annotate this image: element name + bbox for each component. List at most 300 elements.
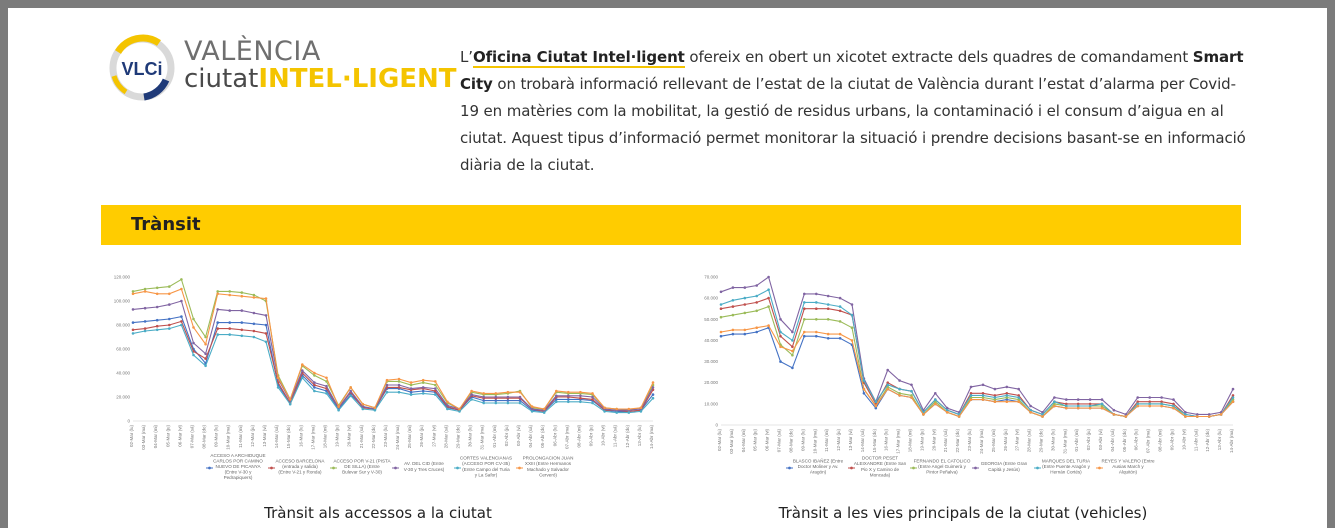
x-tick-label: 04-Mar (mi): [740, 429, 746, 453]
data-point: [1136, 405, 1139, 408]
data-point: [779, 331, 782, 334]
data-point: [1125, 415, 1128, 418]
legend-marker: [394, 467, 397, 470]
x-tick-label: 12-Abr (do): [624, 425, 630, 448]
data-point: [192, 318, 195, 321]
x-tick-label: 25-Mar (mi): [407, 425, 413, 449]
data-point: [277, 386, 280, 389]
data-point: [253, 294, 256, 297]
data-point: [228, 290, 231, 293]
data-point: [910, 384, 913, 387]
x-tick-label: 05-Abr (do): [540, 425, 546, 448]
data-point: [362, 403, 365, 406]
data-point: [863, 379, 866, 382]
data-point: [277, 377, 280, 380]
data-point: [958, 415, 961, 418]
x-tick-label: 13-Abr (lu): [636, 425, 642, 447]
data-point: [265, 314, 268, 317]
data-point: [591, 402, 594, 405]
data-point: [791, 331, 794, 334]
data-point: [241, 329, 244, 332]
data-point: [803, 318, 806, 321]
data-point: [839, 333, 842, 336]
data-point: [216, 321, 219, 324]
legend-marker: [912, 467, 915, 470]
x-tick-label: 10-Abr (vi): [600, 425, 606, 447]
data-point: [755, 295, 758, 298]
data-point: [495, 399, 498, 402]
data-point: [603, 407, 606, 410]
data-point: [446, 408, 449, 411]
data-point: [720, 307, 723, 310]
x-tick-label: 13-Mar (vi): [262, 425, 268, 447]
x-tick-label: 05-Abr (do): [1121, 429, 1127, 452]
data-point: [767, 288, 770, 291]
data-point: [1113, 413, 1116, 416]
data-point: [779, 360, 782, 363]
data-point: [827, 295, 830, 298]
data-point: [982, 384, 985, 387]
data-point: [241, 291, 244, 294]
x-tick-label: 13-Abr (lu): [1217, 429, 1223, 451]
data-point: [132, 290, 135, 293]
x-tick-label: 06-Abr (lu): [1133, 429, 1139, 451]
data-point: [652, 381, 655, 384]
x-tick-label: 24-Mar (ma): [978, 429, 984, 454]
data-point: [374, 409, 377, 412]
data-point: [228, 309, 231, 312]
data-point: [1101, 407, 1104, 410]
data-point: [434, 384, 437, 387]
x-tick-label: 11-Mar (mi): [237, 425, 243, 448]
legend-marker: [1098, 467, 1101, 470]
data-point: [410, 381, 413, 384]
chart-vies-title: Trànsit a les vies principals de la ciutat (vehicles): [778, 504, 1148, 522]
chart-accessos: [108, 263, 668, 498]
data-point: [253, 330, 256, 333]
data-point: [1041, 415, 1044, 418]
data-point: [180, 300, 183, 303]
x-tick-label: 28-Mar (sá): [1026, 429, 1032, 453]
data-point: [555, 395, 558, 398]
data-point: [628, 411, 631, 414]
legend-marker: [850, 467, 853, 470]
data-point: [337, 405, 340, 408]
data-point: [168, 324, 171, 327]
legend-marker: [1036, 467, 1039, 470]
data-point: [994, 400, 997, 403]
data-point: [732, 333, 735, 336]
x-tick-label: 08-Mar (do): [201, 425, 207, 449]
data-point: [791, 367, 794, 370]
data-point: [1089, 398, 1092, 401]
x-tick-label: 24-Mar (ma): [395, 425, 401, 450]
data-point: [349, 395, 352, 398]
data-point: [253, 323, 256, 326]
data-point: [495, 402, 498, 405]
data-point: [1053, 405, 1056, 408]
data-point: [652, 393, 655, 396]
data-point: [458, 408, 461, 411]
x-tick-label: 02-Abr (ju): [1086, 429, 1092, 451]
data-point: [982, 394, 985, 397]
data-point: [615, 408, 618, 411]
logo-line-valencia: VALÈNCIA: [184, 36, 321, 67]
intro-paragraph: [460, 44, 1250, 179]
data-point: [422, 381, 425, 384]
data-point: [1065, 407, 1068, 410]
data-point: [886, 388, 889, 391]
x-tick-label: 06-Mar (vi): [764, 429, 770, 451]
data-point: [779, 346, 782, 349]
data-point: [1029, 405, 1032, 408]
data-point: [851, 339, 854, 342]
data-point: [591, 396, 594, 399]
data-point: [567, 398, 570, 401]
data-point: [779, 318, 782, 321]
data-point: [755, 326, 758, 329]
data-point: [265, 324, 268, 327]
data-point: [519, 402, 522, 405]
intro-text-2: ofereix en obert un xicotet extracte dels quadres de comandament: [684, 48, 1193, 66]
data-point: [289, 398, 292, 401]
data-point: [839, 310, 842, 313]
data-point: [313, 386, 316, 389]
data-point: [898, 394, 901, 397]
data-point: [458, 410, 461, 413]
legend-marker: [974, 467, 977, 470]
data-point: [144, 307, 147, 310]
x-tick-label: 22-Mar (do): [955, 429, 961, 453]
data-point: [732, 329, 735, 332]
data-point: [386, 391, 389, 394]
data-point: [204, 353, 207, 356]
series-line: [721, 328, 1233, 417]
data-point: [803, 293, 806, 296]
data-point: [720, 335, 723, 338]
chart-vies-principals: [688, 263, 1248, 498]
data-point: [1101, 398, 1104, 401]
x-tick-label: 10-Mar (ma): [812, 429, 818, 454]
data-point: [579, 391, 582, 394]
data-point: [755, 331, 758, 334]
data-point: [1053, 400, 1056, 403]
data-point: [755, 310, 758, 313]
x-tick-label: 30-Mar (lu): [467, 425, 473, 448]
data-point: [313, 372, 316, 375]
x-tick-label: 11-Mar (mi): [824, 429, 830, 452]
x-tick-label: 06-Mar (vi): [177, 425, 183, 447]
data-point: [216, 327, 219, 330]
x-tick-label: 06-Abr (lu): [552, 425, 558, 447]
data-point: [543, 408, 546, 411]
data-point: [1017, 396, 1020, 399]
data-point: [241, 309, 244, 312]
data-point: [555, 401, 558, 404]
data-point: [851, 303, 854, 306]
x-tick-label: 01-Abr (mi): [491, 425, 497, 448]
data-point: [374, 407, 377, 410]
x-tick-label: 30-Mar (lu): [1050, 429, 1056, 452]
x-tick-label: 04-Mar (mi): [153, 425, 159, 449]
legend-label: REYES Y VALERO (Entre Ausias March y Alquitón): [1101, 458, 1155, 475]
legend-marker: [332, 467, 335, 470]
legend-label: ACCESO BARCELONA (entrada y salida) (Entre V-21 y Ronda): [275, 458, 325, 475]
y-tick-label: 60.000: [116, 346, 130, 352]
data-point: [301, 369, 304, 372]
data-point: [301, 377, 304, 380]
data-point: [898, 388, 901, 391]
data-point: [839, 297, 842, 300]
data-point: [803, 307, 806, 310]
data-point: [398, 384, 401, 387]
data-point: [720, 291, 723, 294]
y-tick-label: 40.000: [116, 370, 130, 376]
x-tick-label: 15-Mar (do): [871, 429, 877, 453]
data-point: [863, 392, 866, 395]
legend-label: ACCESO POR V-21 (PISTA DE SILLA) (Entre Bulevar Sur y V-30): [333, 458, 391, 475]
legend-marker: [456, 467, 459, 470]
data-point: [791, 339, 794, 342]
data-point: [1172, 407, 1175, 410]
data-point: [410, 384, 413, 387]
section-title: Trànsit: [131, 214, 201, 235]
x-tick-label: 16-Mar (lu): [298, 425, 304, 448]
data-point: [410, 393, 413, 396]
data-point: [1101, 403, 1104, 406]
x-tick-label: 08-Abr (mi): [576, 425, 582, 448]
data-point: [531, 408, 534, 411]
data-point: [216, 290, 219, 293]
data-point: [216, 333, 219, 336]
data-point: [815, 301, 818, 304]
data-point: [875, 405, 878, 408]
data-point: [168, 293, 171, 296]
x-tick-label: 27-Mar (vi): [431, 425, 437, 447]
x-tick-label: 04-Abr (sá): [1109, 429, 1115, 452]
x-tick-label: 19-Mar (ju): [919, 429, 925, 452]
legend-label: AV. DEL CID (Entre V-30 y Tres Cruces): [403, 461, 445, 472]
data-point: [803, 331, 806, 334]
data-point: [156, 325, 159, 328]
x-tick-label: 02-Mar (lu): [129, 425, 134, 448]
data-point: [1006, 386, 1009, 389]
data-point: [144, 320, 147, 323]
data-point: [851, 314, 854, 317]
section-header-transit: [101, 205, 1241, 245]
data-point: [216, 308, 219, 311]
intro-office-link[interactable]: Oficina Ciutat Intel·ligent: [472, 48, 685, 66]
chart-accessos-title: Trànsit als accessos a la ciutat: [264, 504, 492, 522]
data-point: [779, 335, 782, 338]
x-tick-label: 23-Mar (lu): [382, 425, 388, 448]
data-point: [732, 299, 735, 302]
data-point: [1017, 400, 1020, 403]
data-point: [132, 293, 135, 296]
data-point: [839, 320, 842, 323]
data-point: [1184, 415, 1187, 418]
data-point: [386, 384, 389, 387]
data-point: [839, 337, 842, 340]
data-point: [886, 369, 889, 372]
data-point: [744, 297, 747, 300]
intro-text-3: on trobarà informació rellevant de l’estat de la ciutat de València durant l’estat d’alarma per Covid-19 en matèries com la mobilitat, la gestió de residus urbans, la contaminació i el consum d’aigua en al ciutat. Aquest tipus d’informació permet monitorar la situació i prendre decisions basant-se en informació diària de la ciutat.: [460, 75, 1246, 174]
data-point: [482, 402, 485, 405]
x-tick-label: 13-Mar (vi): [847, 429, 853, 451]
data-point: [640, 410, 643, 413]
data-point: [543, 411, 546, 414]
legend-label: BLASCO IBAÑEZ (Entre Doctor Moliner y Av. Aragón): [792, 458, 844, 475]
x-tick-label: 08-Mar (do): [788, 429, 794, 453]
logo-ring-icon: [104, 30, 184, 102]
data-point: [325, 385, 328, 388]
data-point: [934, 392, 937, 395]
logo-intelligent: INTEL·LIGENT: [258, 64, 457, 94]
x-tick-label: 03-Mar (ma): [141, 425, 147, 450]
data-point: [1232, 388, 1235, 391]
x-tick-label: 17-Mar (ma): [310, 425, 316, 450]
data-point: [755, 301, 758, 304]
data-point: [970, 398, 973, 401]
legend-marker: [788, 467, 791, 470]
x-tick-label: 22-Mar (do): [370, 425, 376, 449]
y-tick-label: 100.000: [113, 298, 130, 304]
data-point: [386, 379, 389, 382]
x-tick-label: 19-Mar (ju): [334, 425, 340, 448]
data-point: [168, 327, 171, 330]
x-tick-label: 05-Mar (ju): [165, 425, 171, 448]
data-point: [349, 386, 352, 389]
data-point: [180, 320, 183, 323]
data-point: [265, 341, 268, 344]
x-tick-label: 03-Abr (vi): [1098, 429, 1104, 451]
data-point: [422, 386, 425, 389]
data-point: [1029, 411, 1032, 414]
data-point: [204, 336, 207, 339]
data-point: [1196, 415, 1199, 418]
logo-line-ciutat: [184, 64, 457, 94]
data-point: [241, 321, 244, 324]
data-point: [994, 388, 997, 391]
x-tick-label: 28-Mar (sá): [443, 425, 449, 449]
data-point: [519, 391, 522, 394]
data-point: [495, 392, 498, 395]
data-point: [720, 303, 723, 306]
data-point: [398, 380, 401, 383]
legend-label: ACCESO A ARCHIDUQUE CARLOS POR CAMINO NUEVO DE PICANYA (Entre V-30 y Pedrapiquers): [210, 452, 266, 481]
data-point: [1065, 398, 1068, 401]
data-point: [446, 404, 449, 407]
data-point: [970, 386, 973, 389]
x-tick-label: 29-Mar (do): [455, 425, 461, 449]
x-tick-label: 14-Mar (sá): [859, 429, 865, 453]
x-tick-label: 02-Mar (lu): [717, 429, 722, 452]
data-point: [132, 332, 135, 335]
data-point: [253, 312, 256, 315]
data-point: [470, 393, 473, 396]
data-point: [1208, 415, 1211, 418]
data-point: [410, 391, 413, 394]
data-point: [313, 381, 316, 384]
data-point: [803, 301, 806, 304]
x-tick-label: 11-Abr (sá): [612, 425, 618, 448]
data-point: [434, 387, 437, 390]
y-tick-label: 20.000: [116, 394, 130, 400]
data-point: [265, 332, 268, 335]
x-tick-label: 20-Mar (vi): [931, 429, 937, 451]
data-point: [744, 286, 747, 289]
data-point: [1136, 396, 1139, 399]
data-point: [156, 306, 159, 309]
data-point: [168, 303, 171, 306]
data-point: [652, 397, 655, 400]
legend-label: DOCTOR PESET ALEIXANDRE (Entre San Pio X y Camino de Moncada): [853, 455, 907, 478]
data-point: [603, 410, 606, 413]
x-tick-label: 11-Abr (sá): [1193, 428, 1199, 452]
logo-badge: VLCi: [121, 59, 163, 79]
data-point: [204, 343, 207, 346]
x-tick-label: 27-Mar (vi): [1014, 429, 1020, 451]
data-point: [519, 396, 522, 399]
data-point: [815, 293, 818, 296]
data-point: [253, 336, 256, 339]
data-point: [446, 401, 449, 404]
x-tick-label: 20-Mar (vi): [346, 425, 352, 447]
data-point: [1172, 398, 1175, 401]
data-point: [910, 390, 913, 393]
data-point: [994, 396, 997, 399]
data-point: [337, 409, 340, 412]
data-point: [767, 297, 770, 300]
data-point: [791, 346, 794, 349]
x-tick-label: 04-Abr (sá): [528, 425, 534, 448]
x-tick-label: 03-Mar (ma): [728, 429, 734, 454]
x-tick-label: 18-Mar (mi): [322, 425, 328, 449]
data-point: [265, 297, 268, 300]
data-point: [744, 329, 747, 332]
data-point: [325, 392, 328, 395]
data-point: [875, 400, 878, 403]
data-point: [922, 413, 925, 416]
data-point: [815, 318, 818, 321]
data-point: [863, 388, 866, 391]
data-point: [640, 407, 643, 410]
intro-smart-city: Smart City: [460, 48, 1244, 93]
data-point: [1077, 407, 1080, 410]
data-point: [156, 293, 159, 296]
data-point: [180, 288, 183, 291]
x-tick-label: 02-Abr (ju): [503, 425, 509, 447]
legend-marker: [518, 467, 521, 470]
data-point: [434, 393, 437, 396]
x-tick-label: 25-Mar (mi): [990, 429, 996, 453]
x-tick-label: 26-Mar (ju): [419, 425, 425, 448]
data-point: [156, 319, 159, 322]
data-point: [970, 394, 973, 397]
data-point: [1232, 396, 1235, 399]
x-tick-label: 03-Abr (vi): [515, 425, 521, 447]
vlci-logo[interactable]: [104, 30, 457, 102]
data-point: [180, 324, 183, 327]
data-point: [815, 307, 818, 310]
y-tick-label: 20.000: [704, 380, 718, 386]
x-tick-label: 07-Abr (ma): [1145, 429, 1151, 454]
data-point: [156, 329, 159, 332]
data-point: [313, 374, 316, 377]
x-tick-label: 09-Abr (ju): [1169, 429, 1175, 451]
data-point: [720, 331, 723, 334]
data-point: [982, 398, 985, 401]
